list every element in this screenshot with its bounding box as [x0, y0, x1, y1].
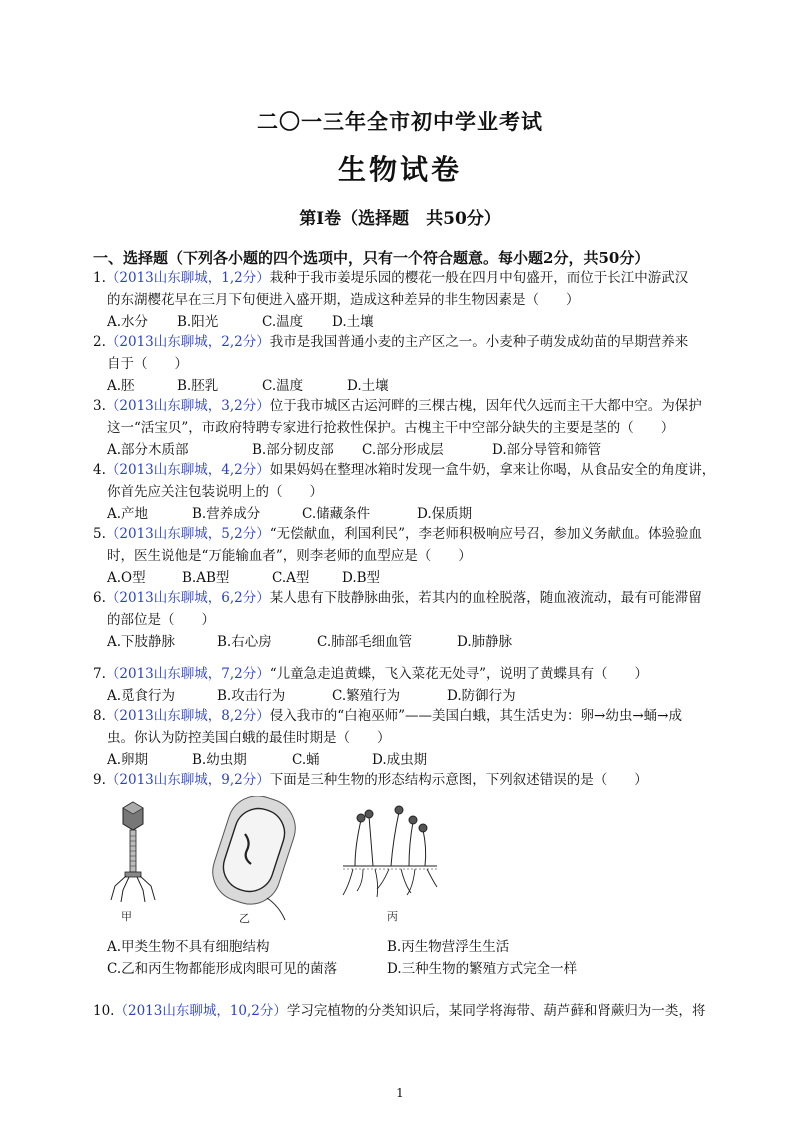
option-d: D.三种生物的繁殖方式完全一样: [387, 961, 578, 977]
option-a: A.水分: [107, 314, 149, 330]
option-a: A.部分木质部: [107, 442, 189, 458]
section-heading: 一、选择题（下列各小题的四个选项中，只有一个符合题意。每小题2分，共50分）: [93, 249, 650, 267]
option-b: B.右心房: [217, 634, 272, 650]
question-4: 4.（2013山东聊城，4,2分）如果妈妈在整理冰箱时发现一盒牛奶，拿来让你喝，从食品安全的角度讲， 你首先应关注包装说明上的（ ） A.产地 B.营养成分 C.储藏条件 D.保质期: [93, 459, 713, 525]
question-source: （2013山东聊城，10,2分）: [114, 1003, 287, 1019]
question-source: （2013山东聊城，8,2分）: [105, 708, 270, 724]
bacteriophage-diagram: [111, 802, 155, 923]
figure-label-yi: 乙: [239, 912, 250, 925]
part-title: 第Ⅰ卷（选择题 共50分）: [299, 209, 501, 229]
option-c: C.储藏条件: [302, 506, 371, 522]
question-1: 1.（2013山东聊城，1,2分）栽种于我市姜堤乐园的樱花一般在四月中旬盛开，而位于长江中游武汉 的东湖樱花早在三月下旬便进入盛开期，造成这种差异的非生物因素是（ ） A.水分 B.阳光 C.温度 D.土壤: [93, 267, 713, 333]
bacterium-diagram: [205, 796, 303, 925]
question-source: （2013山东聊城，3,2分）: [105, 398, 270, 414]
option-a: A.产地: [107, 506, 149, 522]
question-source: （2013山东聊城，5,2分）: [105, 526, 270, 542]
option-b: B.营养成分: [192, 506, 261, 522]
option-b: B.胚乳: [177, 378, 219, 394]
option-b: B.AB型: [182, 570, 230, 586]
option-a: A.甲类生物不具有细胞结构: [107, 939, 270, 955]
option-c: C.乙和丙生物都能形成肉眼可见的菌落: [107, 961, 338, 977]
figure-label-bing: 丙: [387, 910, 398, 923]
question-source: （2013山东聊城，9,2分）: [105, 772, 270, 788]
question-source: （2013山东聊城，2,2分）: [105, 334, 270, 350]
option-c: C.温度: [262, 314, 304, 330]
option-c: C.肺部毛细血管: [317, 634, 413, 650]
question-2: 2.（2013山东聊城，2,2分）我市是我国普通小麦的主产区之一。小麦种子萌发成幼苗的早期营养来 自于（ ） A.胚 B.胚乳 C.温度 D.土壤: [93, 331, 713, 397]
option-d: D.保质期: [417, 506, 473, 522]
option-a: A.O型: [107, 570, 146, 586]
exam-title: 二〇一三年全市初中学业考试: [257, 109, 543, 134]
option-b: B.丙生物营浮生生活: [387, 939, 510, 955]
page-number: 1: [396, 1086, 404, 1100]
option-b: B.部分韧皮部: [252, 442, 334, 458]
question-source: （2013山东聊城，1,2分）: [105, 270, 270, 286]
option-d: D.肺静脉: [457, 634, 513, 650]
option-c: C.温度: [262, 378, 304, 394]
option-b: B.幼虫期: [192, 752, 247, 768]
question-source: （2013山东聊城，6,2分）: [105, 590, 270, 606]
question-6: 6.（2013山东聊城，6,2分）某人患有下肢静脉曲张，若其内的血栓脱落，随血液流动，最有可能滞留 的部位是（ ） A.下肢静脉 B.右心房 C.肺部毛细血管 D.肺静脉: [93, 587, 713, 653]
question-source: （2013山东聊城，7,2分）: [105, 666, 270, 682]
question-9: 9.（2013山东聊城，9,2分）下面是三种生物的形态结构示意图，下列叙述错误的是（ ）: [93, 772, 648, 788]
figure-label-jia: 甲: [121, 910, 132, 923]
option-c: C.部分形成层: [362, 442, 444, 458]
question-7: 7.（2013山东聊城，7,2分）“儿童急走追黄蝶，飞入菜花无处寻”，说明了黄蝶具有（ ） A.觅食行为 B.攻击行为 C.繁殖行为 D.防御行为: [93, 663, 713, 707]
option-d: D.土壤: [347, 378, 389, 394]
question-5: 5.（2013山东聊城，5,2分）“无偿献血，利国利民”，李老师积极响应号召，参加义务献血。体验验血 时，医生说他是“万能输血者”，则李老师的血型应是（ ） A.O型 B.AB型 C.A型 D.B型: [93, 523, 713, 589]
option-c: C.蛹: [292, 752, 320, 768]
option-c: C.繁殖行为: [332, 688, 401, 704]
option-a: A.下肢静脉: [107, 634, 176, 650]
option-b: B.攻击行为: [217, 688, 286, 704]
question-10: 10.（2013山东聊城，10,2分）学习完植物的分类知识后，某同学将海带、葫芦藓和肾蕨归为一类，将: [93, 1003, 706, 1019]
subject-title: 生物试卷: [337, 153, 462, 186]
option-c: C.A型: [272, 570, 310, 586]
option-d: D.成虫期: [372, 752, 428, 768]
option-d: D.部分导管和筛管: [492, 442, 602, 458]
option-a: A.觅食行为: [107, 688, 176, 704]
option-a: A.卵期: [107, 752, 149, 768]
question-3: 3.（2013山东聊城，3,2分）位于我市城区古运河畔的三棵古槐，因年代久远而主干大都中空。为保护 这一“活宝贝”，市政府特聘专家进行抢救性保护。古槐主干中空部分缺失的主要是茎的（ ） A.部分木质部 B.部分韧皮部 C.部分形成层 D.部分导管和筛管: [93, 395, 713, 461]
option-d: D.防御行为: [447, 688, 516, 704]
question-8: 8.（2013山东聊城，8,2分）侵入我市的“白袍巫师”——美国白蛾，其生活史为：卵→幼虫→蛹→成 虫。你认为防控美国白蛾的最佳时期是（ ） A.卵期 B.幼虫期 C.蛹 D.成虫期: [93, 705, 713, 771]
option-a: A.胚: [107, 378, 135, 394]
question-source: （2013山东聊城，4,2分）: [105, 462, 270, 478]
mold-diagram: [343, 806, 437, 923]
organism-figure: [105, 796, 445, 926]
option-d: D.土壤: [332, 314, 374, 330]
option-b: B.阳光: [177, 314, 219, 330]
option-d: D.B型: [342, 570, 381, 586]
question-9-options: [107, 936, 667, 980]
